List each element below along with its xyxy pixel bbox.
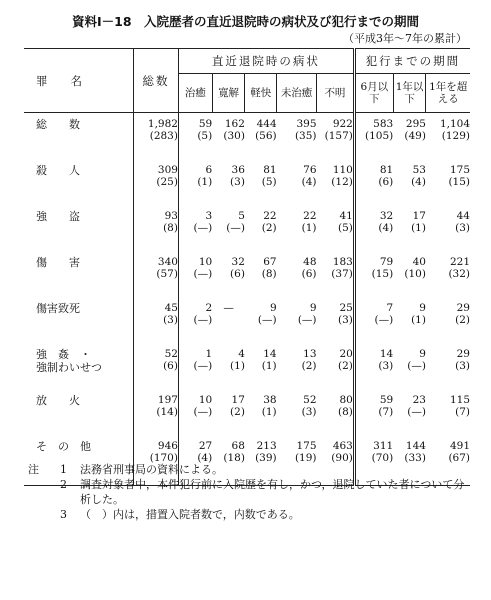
cell-value [277,113,317,160]
cell-count: 80 [339,394,353,406]
cell-count: 76 [303,164,317,176]
cell-involuntary: (2) [337,360,353,372]
cell-count: 22 [263,210,277,222]
cell-involuntary: (1) [261,406,277,418]
cell-count: 14 [379,348,394,360]
cell-count: 59 [379,394,394,406]
cell-involuntary: (283) [149,130,178,142]
cell-count: 110 [332,164,353,176]
cell-count: 36 [231,164,245,176]
crime-name-text: 強 盗 [36,210,80,223]
crime-name [24,297,133,343]
cell-count: 213 [256,440,277,452]
cell-value [133,389,178,435]
cell-value [426,389,470,435]
cell-value [317,297,355,343]
period-subtitle: （平成3年～7年の累計） [343,32,467,45]
cell-value [354,343,393,389]
cell-involuntary: (15) [371,268,394,280]
cell-count: 463 [332,440,353,452]
crime-name-text: 強 姦 ・ [36,348,91,361]
cell-count: 14 [263,348,277,360]
cell-count: 175 [296,440,317,452]
cell-count: 53 [412,164,426,176]
cell-involuntary: (—) [407,406,426,418]
cell-count: 52 [164,348,178,360]
cell-value [426,113,470,160]
crime-name-text: 傷 害 [36,256,80,269]
cell-involuntary: (57) [156,268,178,280]
crime-name [24,251,133,297]
cell-count: 79 [379,256,394,268]
cell-involuntary: (6) [230,268,245,280]
cell-value [277,251,317,297]
cell-involuntary: (—) [257,314,277,326]
table-row [24,251,470,297]
cell-count: 7 [386,302,394,314]
cell-value [245,205,277,251]
cell-involuntary: (1) [261,360,277,372]
cell-count: 6 [205,164,213,176]
cell-value [354,389,393,435]
cell-value [212,343,245,389]
cell-value [178,297,212,343]
cell-value [212,297,245,343]
cell-involuntary: (3) [301,406,317,418]
header-crime-label: 罪 名 [36,73,82,88]
cell-value [178,389,212,435]
crime-name [24,205,133,251]
cell-involuntary: (5) [337,222,353,234]
header-sub-5: 6月以下 [354,74,393,113]
cell-count: 13 [303,348,317,360]
cell-involuntary: (2) [301,360,317,372]
page-title: 資料Ⅰ－18 入院歴者の直近退院時の病状及び犯行までの期間 [71,14,420,29]
cell-involuntary: (1) [301,222,317,234]
cell-value [277,159,317,205]
cell-involuntary: (12) [331,176,353,188]
cell-value [133,159,178,205]
cell-involuntary: (1) [197,176,213,188]
cell-involuntary: (15) [448,176,470,188]
cell-value [212,205,245,251]
cell-involuntary: (4) [197,452,213,464]
cell-count: 5 [238,210,245,222]
cell-value [393,159,426,205]
cell-count: 1,982 [147,118,178,130]
cell-value [245,343,277,389]
cell-value [277,343,317,389]
header-total: 総数 [133,49,178,113]
cell-involuntary: (14) [156,406,178,418]
cell-value [393,113,426,160]
cell-value [393,205,426,251]
cell-count: 395 [296,118,317,130]
cell-value [393,297,426,343]
cell-involuntary: (35) [294,130,317,142]
note-text: （ ）内は，措置入院者数で，内数である。 [80,508,300,521]
header-group-condition: 直近退院時の病状 [178,49,354,74]
cell-involuntary: (10) [404,268,426,280]
cell-value [178,205,212,251]
cell-value [133,205,178,251]
cell-involuntary: (32) [448,268,470,280]
cell-value [393,251,426,297]
cell-count: 922 [332,118,353,130]
crime-name [24,113,133,160]
cell-value [212,251,245,297]
cell-count: 52 [303,394,317,406]
cell-count: 23 [412,394,426,406]
cell-count: 59 [198,118,213,130]
cell-involuntary: (3) [337,314,353,326]
cell-involuntary: (157) [324,130,353,142]
table-row [24,389,470,435]
cell-count: 41 [339,210,353,222]
cell-value [133,297,178,343]
cell-count: 68 [231,440,245,452]
cell-value [133,113,178,160]
cell-value [245,113,277,160]
cell-value [317,113,355,160]
cell-involuntary: (3) [378,360,394,372]
cell-involuntary: (3) [163,314,178,326]
cell-value [245,251,277,297]
cell-count: 81 [263,164,277,176]
cell-involuntary: (70) [371,452,394,464]
cell-value [277,205,317,251]
cell-count: 583 [373,118,394,130]
cell-value [426,159,470,205]
cell-involuntary: (6) [301,268,317,280]
cell-value [317,343,355,389]
cell-involuntary: (1) [411,314,426,326]
cell-count: 48 [303,256,317,268]
table-row [24,205,470,251]
cell-count: 309 [157,164,178,176]
cell-count: 183 [332,256,353,268]
cell-count: 115 [449,394,470,406]
cell-value [212,113,245,160]
crime-name-text: 放 火 [36,394,80,407]
cell-count: 946 [157,440,178,452]
cell-value [426,205,470,251]
cell-count: 20 [339,348,353,360]
cell-value [354,297,393,343]
cell-value [354,159,393,205]
cell-value [178,251,212,297]
cell-value [317,159,355,205]
cell-count: 10 [198,394,213,406]
cell-value [426,251,470,297]
cell-count: 3 [205,210,213,222]
header-group-period: 犯行までの期間 [354,49,470,74]
cell-value [133,251,178,297]
cell-count: 491 [449,440,470,452]
crime-name-text: 傷害致死 [36,302,80,315]
header-crime [24,49,133,113]
header-sub-0: 治癒 [178,74,212,113]
cell-value [426,297,470,343]
cell-value [393,389,426,435]
cell-value [245,297,277,343]
cell-involuntary: (—) [297,314,317,326]
cell-involuntary: (—) [374,314,394,326]
cell-involuntary: (18) [223,452,245,464]
cell-value [426,343,470,389]
cell-count: 45 [164,302,178,314]
cell-involuntary: (129) [441,130,470,142]
cell-involuntary: (105) [364,130,394,142]
table-row [24,297,470,343]
cell-count: 32 [379,210,394,222]
cell-involuntary: (3) [455,222,470,234]
cell-involuntary: (6) [378,176,394,188]
cell-count: 9 [269,302,277,314]
cell-count: 9 [419,302,426,314]
cell-involuntary: (8) [163,222,178,234]
cell-involuntary: (2) [455,314,470,326]
cell-count: 221 [449,256,470,268]
cell-involuntary: (8) [337,406,353,418]
header-sub-6: 1年以下 [393,74,426,113]
data-table [24,48,470,486]
cell-count: 144 [405,440,426,452]
cell-involuntary: (3) [455,360,470,372]
cell-involuntary: (39) [255,452,277,464]
cell-count: 9 [419,348,426,360]
header-sub-3: 未治癒 [277,74,317,113]
cell-count: 29 [456,348,470,360]
cell-count: 175 [449,164,470,176]
cell-involuntary: (3) [230,176,245,188]
cell-count: 340 [157,256,178,268]
cell-count: 197 [157,394,178,406]
table-row [24,113,470,160]
cell-count: 162 [224,118,245,130]
note-number: 3 [60,508,67,521]
cell-value [277,389,317,435]
header-sub-4: 不明 [317,74,355,113]
cell-involuntary: (30) [223,130,245,142]
cell-involuntary: (170) [149,452,178,464]
cell-involuntary: (4) [411,176,426,188]
cell-involuntary: (2) [261,222,277,234]
cell-involuntary: (1) [230,360,245,372]
cell-count: 17 [231,394,245,406]
crime-name-text-2: 強制わいせつ [36,361,102,374]
note-text: 法務省刑事局の資料による。 [80,463,223,476]
cell-involuntary: (6) [163,360,178,372]
cell-involuntary: (4) [301,176,317,188]
cell-count: 38 [263,394,277,406]
cell-value [277,297,317,343]
note-item [28,477,468,507]
cell-involuntary: (5) [197,130,213,142]
note-item [28,462,468,477]
cell-count: 444 [256,118,277,130]
cell-count: 67 [263,256,277,268]
cell-count: 25 [339,302,353,314]
crime-name-text: 総 数 [36,118,80,131]
cell-count: 29 [456,302,470,314]
cell-value [354,113,393,160]
cell-involuntary: (—) [193,360,213,372]
cell-value [317,251,355,297]
cell-count: 44 [456,210,470,222]
note-number: 2 [60,478,67,491]
crime-name-text: そ の 他 [36,440,91,453]
cell-involuntary: (—) [193,406,213,418]
cell-involuntary: (33) [404,452,426,464]
cell-involuntary: (37) [331,268,353,280]
cell-value [212,159,245,205]
crime-name-text: 殺 人 [36,164,80,177]
cell-count: 1 [205,348,213,360]
cell-count: 10 [198,256,213,268]
cell-involuntary: (90) [331,452,353,464]
cell-involuntary: (7) [455,406,470,418]
cell-value [133,343,178,389]
cell-value [212,389,245,435]
cell-involuntary: (—) [193,314,213,326]
cell-value [393,343,426,389]
cell-involuntary: (1) [411,222,426,234]
cell-value [354,251,393,297]
header-sub-2: 軽快 [245,74,277,113]
note-label: 注 [28,463,39,476]
cell-count: 2 [205,302,213,314]
note-text: 調査対象者中，本件犯行前に入院歴を有し，かつ，退院していた者について分析した。 [80,478,465,506]
cell-value [245,159,277,205]
cell-count: 311 [373,440,394,452]
cell-value [178,159,212,205]
crime-name [24,389,133,435]
cell-count: 40 [412,256,426,268]
cell-value [317,389,355,435]
cell-involuntary: (49) [404,130,426,142]
crime-name [24,343,133,389]
note-number: 1 [60,463,67,476]
crime-name [24,159,133,205]
cell-count: 81 [379,164,394,176]
cell-value [178,113,212,160]
cell-involuntary: (4) [378,222,394,234]
cell-count: 32 [231,256,245,268]
cell-count: 17 [412,210,426,222]
cell-involuntary: (7) [378,406,394,418]
cell-count: 9 [309,302,317,314]
cell-count: 295 [405,118,426,130]
cell-count: — [223,302,234,314]
cell-count: 22 [303,210,317,222]
cell-value [317,205,355,251]
header-sub-1: 寛解 [212,74,245,113]
cell-involuntary: (—) [193,268,213,280]
cell-involuntary: (—) [193,222,213,234]
cell-involuntary: (25) [156,176,178,188]
table-row [24,159,470,205]
cell-value [245,389,277,435]
notes [28,462,468,522]
cell-involuntary: (67) [448,452,470,464]
cell-involuntary: (—) [226,222,245,234]
table-row [24,343,470,389]
cell-involuntary: (19) [294,452,317,464]
cell-involuntary: (5) [261,176,277,188]
cell-involuntary: (8) [261,268,277,280]
cell-count: 27 [198,440,213,452]
cell-involuntary: (2) [230,406,245,418]
cell-involuntary: (—) [407,360,426,372]
cell-count: 93 [164,210,178,222]
cell-involuntary: (56) [255,130,277,142]
header-sub-7: 1年を超える [426,74,470,113]
cell-count: 4 [238,348,245,360]
note-item [28,507,468,522]
cell-count: 1,104 [439,118,470,130]
cell-value [178,343,212,389]
cell-value [354,205,393,251]
